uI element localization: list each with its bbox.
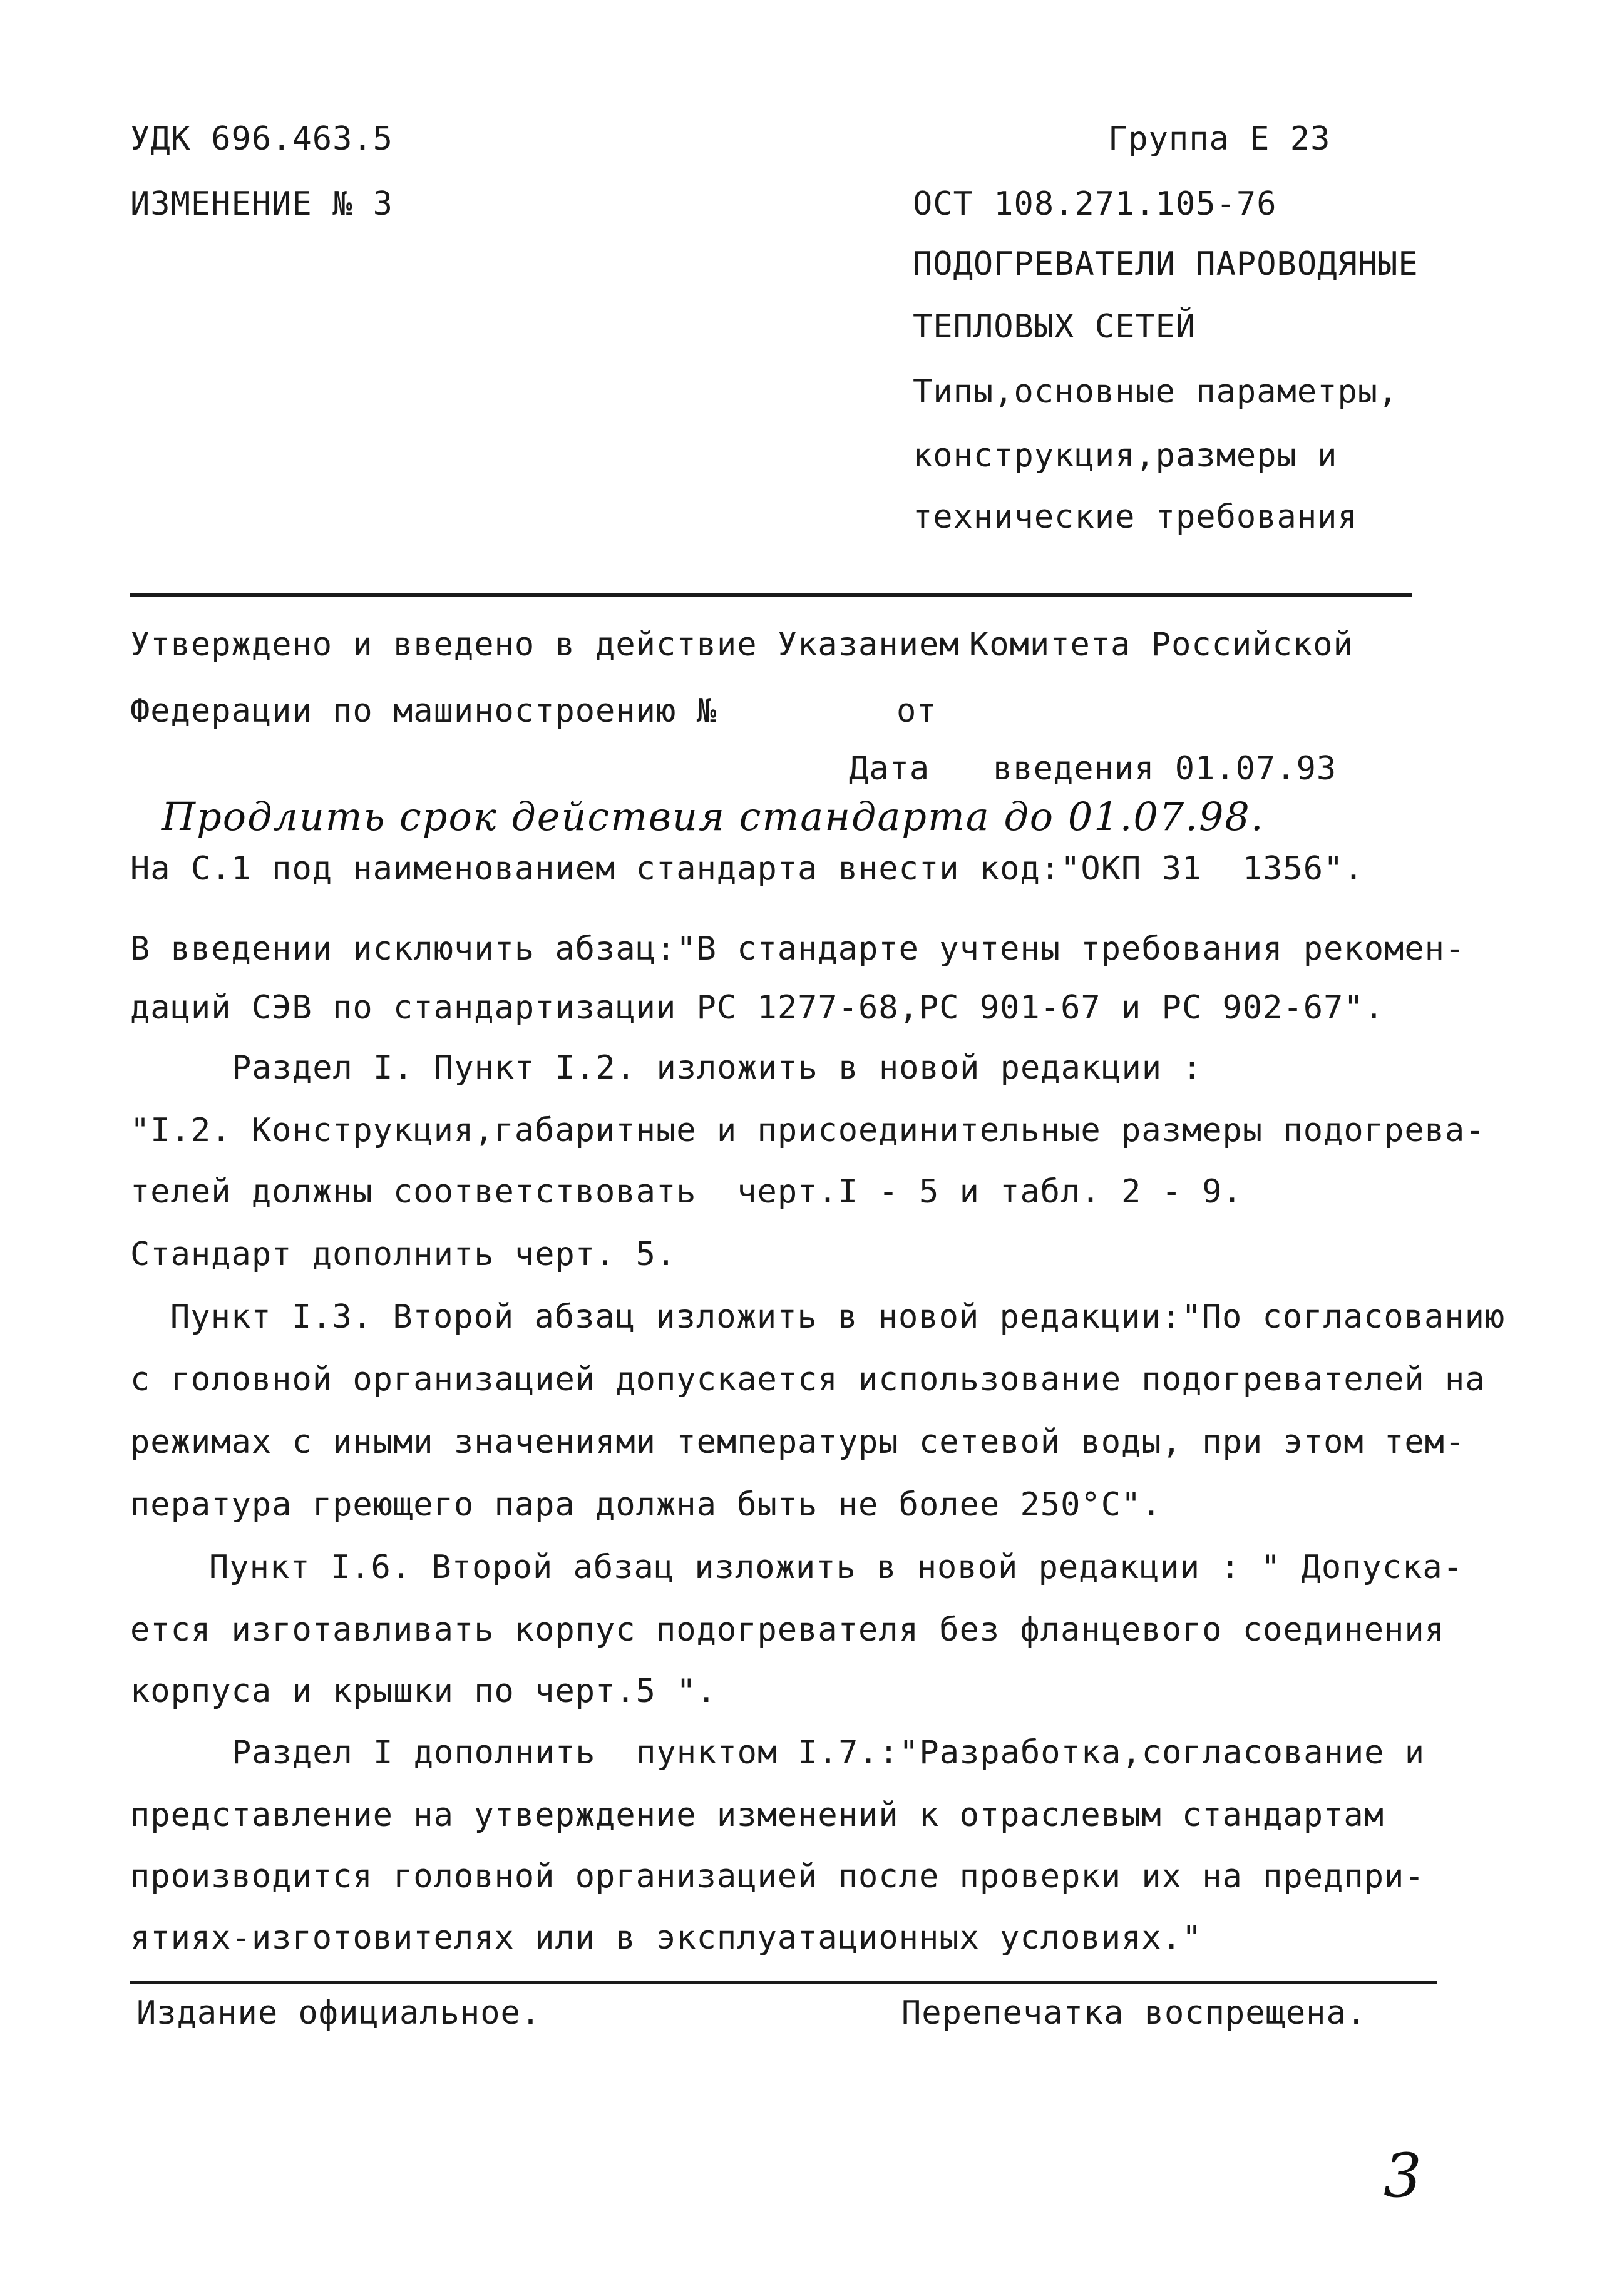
body-para-3-line-2: "I.2. Конструкция,габаритные и присоединительные размеры подогрева- <box>130 1112 1486 1149</box>
body-para-5-line-1: Пункт I.6. Второй абзац изложить в новой редакции : " Допуска- <box>209 1549 1464 1586</box>
body-para-3-line-3: телей должны соответствовать черт.I - 5 и табл. 2 - 9. <box>130 1173 1243 1211</box>
standard-title-line-2: ТЕПЛОВЫХ СЕТЕЙ <box>913 308 1196 346</box>
standard-code: ОСТ 108.271.105-76 <box>913 185 1277 223</box>
body-para-3-line-4: Стандарт дополнить черт. 5. <box>130 1236 677 1273</box>
body-para-1: На С.1 под наименованием стандарта внести код:"ОКП 31 1356". <box>130 850 1364 888</box>
standard-subtitle-line-1: Типы,основные параметры, <box>913 373 1399 411</box>
standard-title-line-1: ПОДОГРЕВАТЕЛИ ПАРОВОДЯНЫЕ <box>913 245 1419 283</box>
approval-line-2-right: от <box>896 692 937 730</box>
body-para-2-line-1: В введении исключить абзац:"В стандарте учтены требования рекомен- <box>130 930 1466 968</box>
body-para-6-line-4: ятиях-изготовителях или в эксплуатационных условиях." <box>130 1919 1203 1957</box>
body-para-6-line-3: производится головной организацией после проверки их на предпри- <box>130 1858 1425 1895</box>
date-value: введения 01.07.93 <box>993 750 1337 787</box>
body-para-5-line-2: ется изготавливать корпус подогревателя без фланцевого соединения <box>130 1611 1445 1649</box>
body-para-4-line-4: пература греющего пара должна быть не более 250°С". <box>130 1486 1162 1524</box>
footer-divider <box>130 1981 1437 1984</box>
body-para-3-line-1: Раздел I. Пункт I.2. изложить в новой редакции : <box>232 1049 1203 1087</box>
standard-subtitle-line-3: технические требования <box>913 498 1358 536</box>
body-para-4-line-3: режимах с иными значениями температуры сетевой воды, при этом тем- <box>130 1423 1466 1461</box>
footer-reprint-prohibited: Перепечатка воспрещена. <box>901 1994 1367 2032</box>
body-para-6-line-2: представление на утверждение изменений к отраслевым стандартам <box>130 1796 1385 1834</box>
standard-subtitle-line-2: конструкция,размеры и <box>913 437 1338 474</box>
body-para-2-line-2: даций СЭВ по стандартизации РС 1277-68,РС 901-67 и РС 902-67". <box>130 989 1385 1027</box>
change-number: ИЗМЕНЕНИЕ № 3 <box>130 185 393 223</box>
body-para-5-line-3: корпуса и крышки по черт.5 ". <box>130 1673 717 1710</box>
footer-official-edition: Издание официальное. <box>136 1994 542 2032</box>
approval-line-1-right: Комитета Российской <box>969 626 1353 664</box>
udk-code: УДК 696.463.5 <box>130 120 393 158</box>
body-para-6-line-1: Раздел I дополнить пунктом I.7.:"Разработка,согласование и <box>232 1734 1425 1771</box>
page-number: 3 <box>1384 2141 1422 2211</box>
body-para-4-line-1: Пункт I.3. Второй абзац изложить в новой редакции:"По согласованию <box>170 1298 1506 1336</box>
date-label: Дата <box>849 750 930 787</box>
approval-line-2-left: Федерации по машиностроению № <box>130 692 717 730</box>
approval-line-1-left: Утверждено и введено в действие Указанием <box>130 626 960 664</box>
body-para-4-line-2: с головной организацией допускается использование подогревателей на <box>130 1361 1486 1398</box>
header-divider <box>130 593 1412 597</box>
group-code: Группа Е 23 <box>1108 120 1331 158</box>
handwritten-extension-note: Продлить срок действия стандарта до 01.07.98. <box>162 794 1265 839</box>
